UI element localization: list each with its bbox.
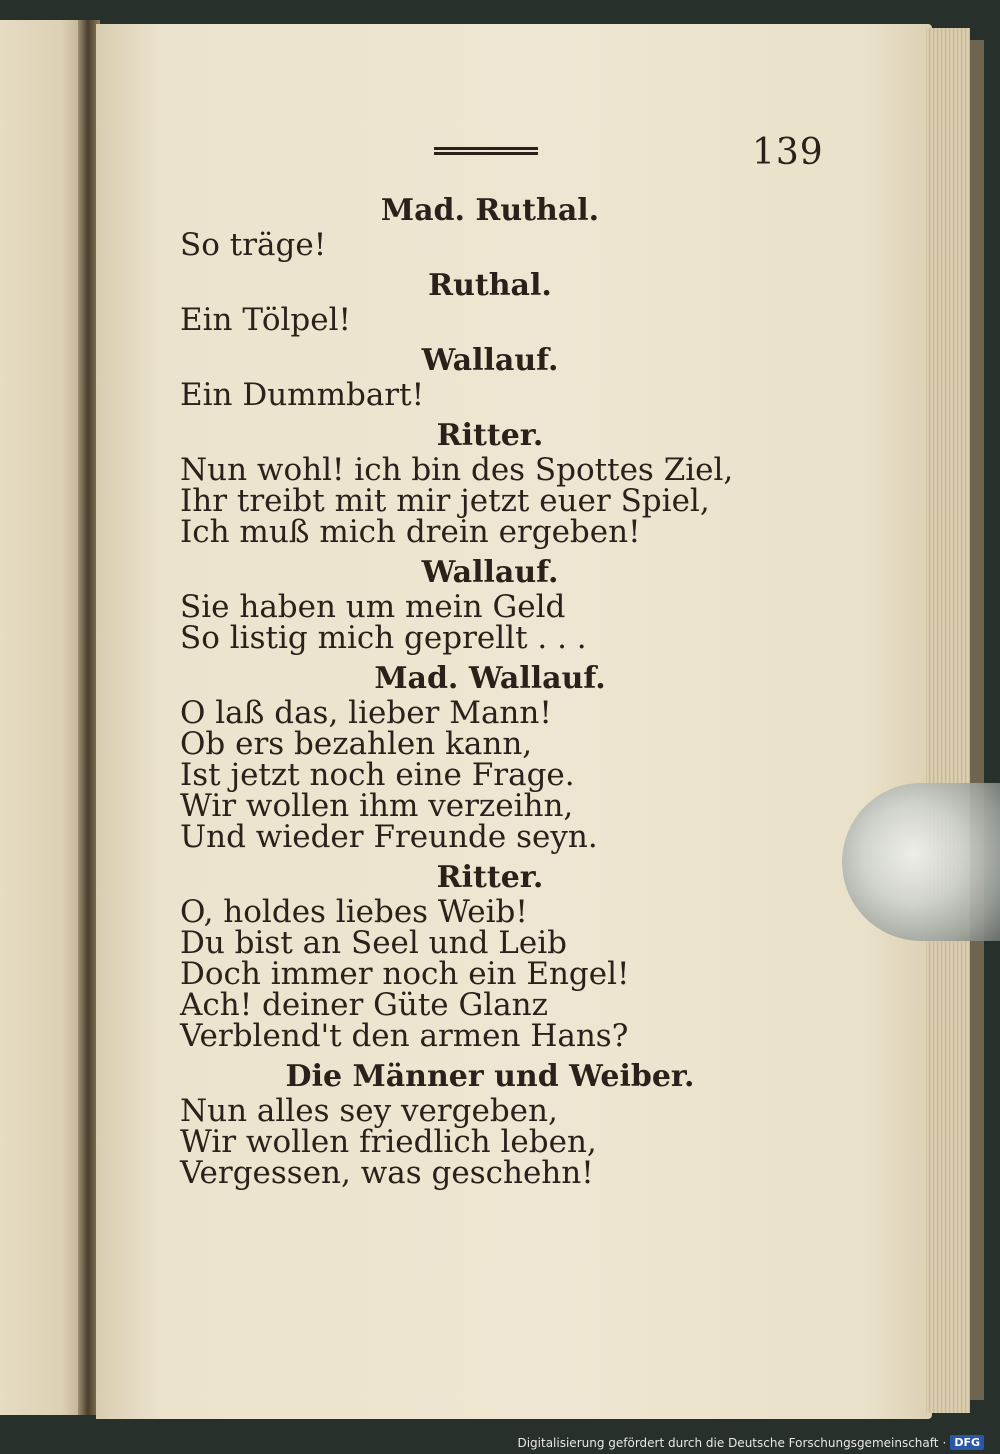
speaker-heading: Ritter. xyxy=(436,418,544,453)
header-rule xyxy=(434,147,538,158)
verse-stanza xyxy=(180,377,740,413)
verse-stanza xyxy=(180,894,740,1054)
page-number: 139 xyxy=(752,132,824,173)
footer-text: Digitalisierung gefördert durch die Deutsche Forschungsgemeinschaft xyxy=(517,1435,939,1450)
speaker-heading: Mad. Ruthal. xyxy=(380,193,600,228)
verse-line: Doch immer noch ein Engel! xyxy=(180,956,630,992)
dfg-logo-icon: DFG xyxy=(950,1435,984,1450)
verse-line: Ein Dummbart! xyxy=(180,377,425,413)
verse-line: Ein Tölpel! xyxy=(180,302,351,338)
speaker-heading: Ritter. xyxy=(436,860,544,895)
verse-line: Wir wollen ihm verzeihn, xyxy=(180,788,574,824)
verse-line: Nun wohl! ich bin des Spottes Ziel, xyxy=(180,452,734,488)
speaker-heading: Die Männer und Weiber. xyxy=(285,1059,695,1094)
speaker-heading: Mad. Wallauf. xyxy=(374,661,606,696)
verse-stanza xyxy=(180,589,740,656)
verse-line: Ach! deiner Güte Glanz xyxy=(180,987,548,1023)
speaker-heading: Wallauf. xyxy=(421,343,559,378)
verse-stanza xyxy=(180,227,740,263)
verse-line: Ihr treibt mit mir jetzt euer Spiel, xyxy=(180,483,710,519)
verse-line: O, holdes liebes Weib! xyxy=(180,894,528,930)
verse-line: Und wieder Freunde seyn. xyxy=(180,819,598,855)
verse-line: So träge! xyxy=(180,227,327,263)
speaker-heading: Ruthal. xyxy=(428,268,552,303)
verse-line: So listig mich geprellt . . . xyxy=(180,620,587,656)
verse-line: Vergessen, was geschehn! xyxy=(180,1155,594,1191)
page-holder-clip xyxy=(842,783,1000,941)
verse-line: Wir wollen friedlich leben, xyxy=(180,1124,597,1160)
verse-line: Verblend't den armen Hans? xyxy=(180,1018,629,1054)
verse-line: Nun alles sey vergeben, xyxy=(180,1093,558,1129)
footer-credit: Digitalisierung gefördert durch die Deutsche Forschungsgemeinschaft · DFG xyxy=(517,1435,984,1450)
page-edges xyxy=(926,28,970,1413)
verse-stanza xyxy=(180,452,740,550)
verse-line: Sie haben um mein Geld xyxy=(180,589,566,625)
verse-line: Ich muß mich drein ergeben! xyxy=(180,514,641,550)
speaker-heading: Wallauf. xyxy=(421,555,559,590)
verse-stanza xyxy=(180,695,740,855)
verse-line: Du bist an Seel und Leib xyxy=(180,925,567,961)
verse-line: Ist jetzt noch eine Frage. xyxy=(180,757,575,793)
play-text xyxy=(180,192,740,1195)
previous-page-edge xyxy=(0,20,88,1415)
verse-stanza xyxy=(180,1093,740,1191)
verse-stanza xyxy=(180,302,740,338)
verse-line: Ob ers bezahlen kann, xyxy=(180,726,533,762)
book-cover-edge xyxy=(970,40,984,1400)
verse-line: O laß das, lieber Mann! xyxy=(180,695,552,731)
